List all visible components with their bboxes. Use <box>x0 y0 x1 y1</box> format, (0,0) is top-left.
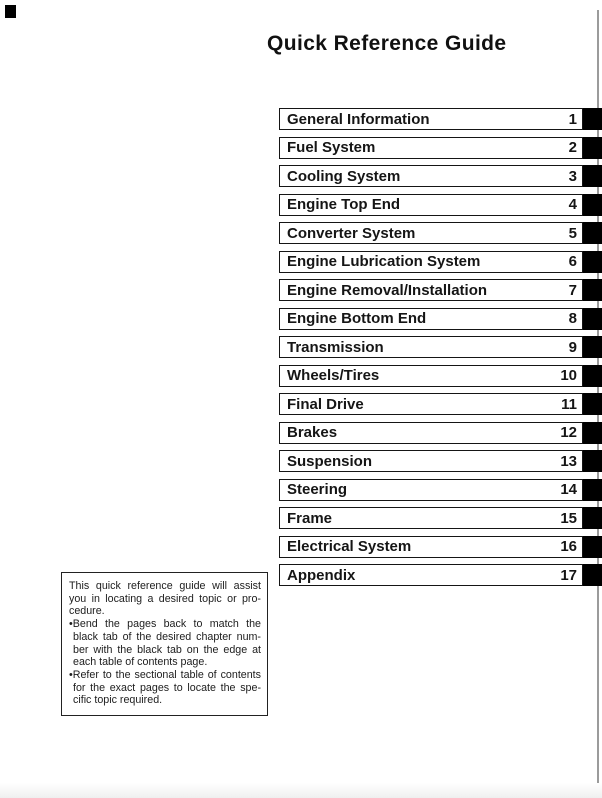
chapter-number: 15 <box>560 509 577 527</box>
chapter-black-tab <box>583 251 602 273</box>
chapter-row-14 <box>279 479 602 501</box>
corner-black-tab-mark <box>5 5 16 18</box>
chapter-number: 1 <box>568 110 577 128</box>
chapter-label: Engine Top End <box>287 196 401 213</box>
chapter-row-3 <box>279 165 602 187</box>
chapter-number: 4 <box>568 196 577 213</box>
chapter-black-tab <box>583 222 602 244</box>
note-line: ber with the black tab on the edge at <box>73 643 261 656</box>
chapter-box <box>279 336 583 358</box>
note-line: cific topic required. <box>73 694 163 707</box>
chapter-row-13 <box>279 450 602 472</box>
chapter-number: 5 <box>568 224 577 242</box>
chapter-row-16 <box>279 536 602 558</box>
chapter-number: 16 <box>560 538 577 555</box>
chapter-box <box>279 479 583 501</box>
chapter-label: Fuel System <box>287 139 376 156</box>
chapter-row-1 <box>279 108 602 130</box>
chapter-number: 17 <box>560 566 577 584</box>
chapter-number: 7 <box>568 281 577 299</box>
chapter-row-5 <box>279 222 602 244</box>
chapter-row-15 <box>279 507 602 529</box>
chapter-box <box>279 137 583 159</box>
chapter-row-11 <box>279 393 602 415</box>
note-line: you in locating a desired topic or pro- <box>69 592 261 605</box>
note-line: •Refer to the sectional table of contents <box>69 668 261 681</box>
chapter-black-tab <box>583 194 602 216</box>
note-line: cedure. <box>69 605 105 618</box>
note-box <box>61 572 268 716</box>
chapter-black-tab <box>583 108 602 130</box>
chapter-black-tab <box>583 279 602 301</box>
chapter-black-tab <box>583 507 602 529</box>
chapter-row-4 <box>279 194 602 216</box>
chapter-number: 2 <box>568 139 577 156</box>
chapter-box <box>279 108 583 130</box>
chapter-label: Suspension <box>287 452 373 470</box>
chapter-box <box>279 536 583 558</box>
note-line: black tab of the desired chapter num- <box>73 630 261 643</box>
chapter-box <box>279 422 583 444</box>
chapter-label: Engine Removal/Installation <box>287 281 488 299</box>
chapter-number: 6 <box>568 253 577 270</box>
chapter-row-10 <box>279 365 602 387</box>
note-line: for the exact pages to locate the spe- <box>73 681 261 694</box>
note-line: This quick reference guide will assist <box>69 580 261 592</box>
chapter-row-12 <box>279 422 602 444</box>
chapter-box <box>279 365 583 387</box>
chapter-box <box>279 251 583 273</box>
page-title: Quick Reference Guide <box>267 32 507 55</box>
chapter-label: Frame <box>287 509 333 527</box>
note-line: each table of contents page. <box>73 656 208 669</box>
chapter-number: 3 <box>568 167 577 185</box>
chapter-black-tab <box>583 137 602 159</box>
chapter-row-7 <box>279 279 602 301</box>
chapter-box <box>279 308 583 330</box>
chapter-black-tab <box>583 165 602 187</box>
chapter-row-2 <box>279 137 602 159</box>
chapter-label: Appendix <box>287 566 356 584</box>
chapter-box <box>279 393 583 415</box>
chapter-label: Cooling System <box>287 167 401 185</box>
chapter-label: Wheels/Tires <box>287 367 380 384</box>
chapter-black-tab <box>583 365 602 387</box>
chapter-label: Transmission <box>287 338 384 356</box>
chapter-number: 13 <box>560 452 577 470</box>
chapter-box <box>279 507 583 529</box>
chapter-box <box>279 165 583 187</box>
chapter-label: Electrical System <box>287 538 412 555</box>
chapter-number: 9 <box>568 338 577 356</box>
chapter-row-6 <box>279 251 602 273</box>
chapter-row-9 <box>279 336 602 358</box>
chapter-black-tab <box>583 308 602 330</box>
chapter-row-8 <box>279 308 602 330</box>
chapter-black-tab <box>583 536 602 558</box>
chapter-black-tab <box>583 336 602 358</box>
chapter-box <box>279 222 583 244</box>
chapter-label: Final Drive <box>287 395 364 413</box>
chapter-number: 11 <box>561 395 577 413</box>
chapter-black-tab <box>583 393 602 415</box>
chapter-label: Engine Lubrication System <box>287 253 481 270</box>
chapter-black-tab <box>583 422 602 444</box>
chapter-label: Steering <box>287 481 348 498</box>
chapter-box <box>279 564 583 586</box>
chapter-number: 14 <box>560 481 577 498</box>
chapter-number: 8 <box>568 310 577 327</box>
chapter-box <box>279 450 583 472</box>
chapter-black-tab <box>583 450 602 472</box>
chapter-row-17 <box>279 564 602 586</box>
chapter-box <box>279 279 583 301</box>
chapter-black-tab <box>583 479 602 501</box>
chapter-number: 12 <box>560 424 577 441</box>
chapter-box <box>279 194 583 216</box>
chapter-black-tab <box>583 564 602 586</box>
chapter-label: Engine Bottom End <box>287 310 427 327</box>
chapter-list <box>279 108 602 593</box>
chapter-label: General Information <box>287 110 430 128</box>
note-line: •Bend the pages back to match the <box>69 618 261 631</box>
chapter-label: Converter System <box>287 224 416 242</box>
chapter-label: Brakes <box>287 424 338 441</box>
chapter-number: 10 <box>560 367 577 384</box>
